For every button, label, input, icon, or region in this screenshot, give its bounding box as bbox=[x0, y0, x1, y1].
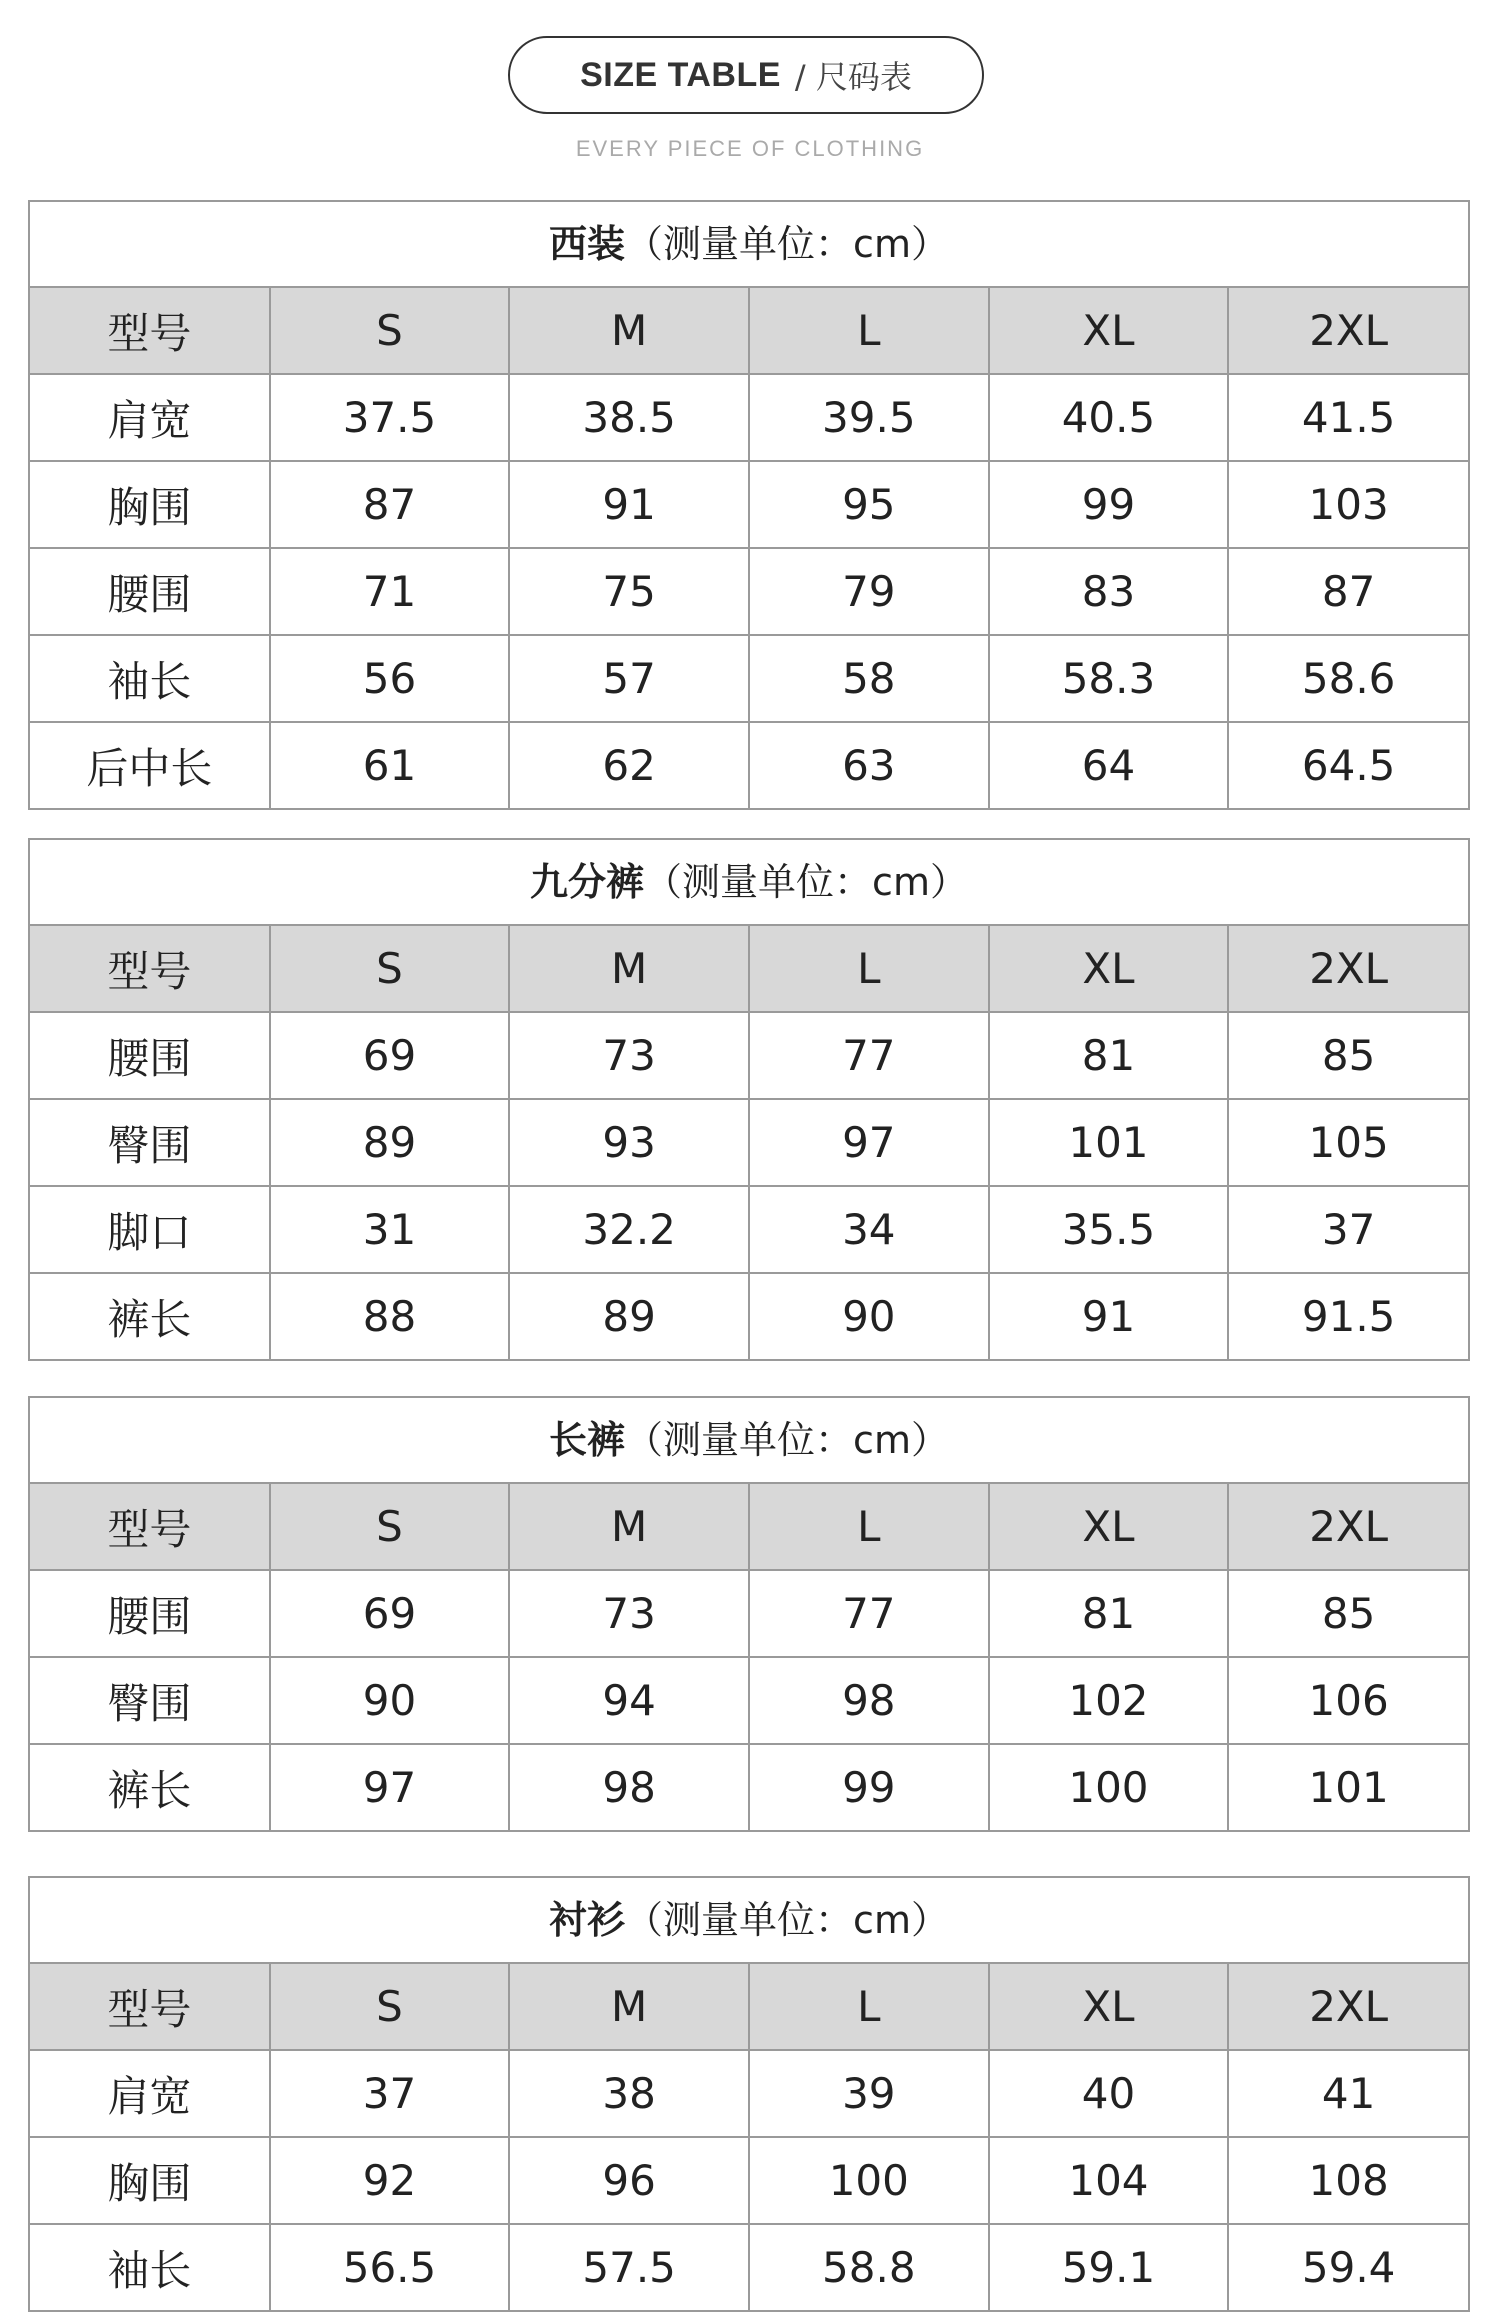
table-cell: 57.5 bbox=[509, 2224, 749, 2310]
table-cell: 94 bbox=[509, 1657, 749, 1744]
table-cell: 98 bbox=[749, 1657, 989, 1744]
table-title bbox=[30, 1398, 1468, 1484]
table-cell: 59.4 bbox=[1301, 2243, 1396, 2292]
table-cell: 61 bbox=[270, 722, 510, 808]
table-cell: 85 bbox=[1228, 1570, 1468, 1657]
row-label: 胸围 bbox=[30, 461, 270, 548]
table-cell: 32.2 bbox=[509, 1186, 749, 1273]
table-cell: 37 bbox=[1228, 1186, 1468, 1273]
row-label: 腰围 bbox=[30, 548, 270, 635]
column-header: 型号 bbox=[30, 926, 270, 1012]
table-cell: 90 bbox=[270, 1657, 510, 1744]
table-cell: 85 bbox=[1228, 1012, 1468, 1099]
table-name: 九分裤 bbox=[530, 860, 645, 904]
column-header: L bbox=[749, 288, 989, 374]
column-header: M bbox=[509, 1484, 749, 1570]
table-title bbox=[30, 202, 1468, 288]
column-header: S bbox=[270, 926, 510, 1012]
row-label: 袖长 bbox=[30, 2224, 270, 2310]
table-cell: 81 bbox=[989, 1012, 1229, 1099]
table-cell: 108 bbox=[1228, 2137, 1468, 2224]
table-name: 衬衫 bbox=[549, 1898, 626, 1942]
column-header: S bbox=[270, 1964, 510, 2050]
table-cell: 89 bbox=[509, 1273, 749, 1359]
column-header: 型号 bbox=[30, 1964, 270, 2050]
table-row bbox=[30, 1657, 1468, 1744]
table-row bbox=[30, 1273, 1468, 1359]
column-header: S bbox=[270, 288, 510, 374]
table-cell: 71 bbox=[270, 548, 510, 635]
table-cell: 56 bbox=[270, 635, 510, 722]
table-cell: 81 bbox=[989, 1570, 1229, 1657]
table-cell: 95 bbox=[749, 461, 989, 548]
size-table-2 bbox=[28, 1396, 1470, 1832]
table-cell: 83 bbox=[989, 548, 1229, 635]
row-label: 臀围 bbox=[30, 1099, 270, 1186]
column-header: 2XL bbox=[1228, 1484, 1468, 1570]
table-row bbox=[30, 722, 1468, 808]
size-grid bbox=[30, 288, 1468, 808]
size-table-0 bbox=[28, 200, 1470, 810]
table-cell: 87 bbox=[270, 461, 510, 548]
table-cell: 73 bbox=[509, 1012, 749, 1099]
table-cell: 39 bbox=[749, 2050, 989, 2137]
table-cell: 58.6 bbox=[1228, 635, 1468, 722]
column-header: 型号 bbox=[30, 1484, 270, 1570]
row-label: 胸围 bbox=[30, 2137, 270, 2224]
table-cell: 105 bbox=[1228, 1099, 1468, 1186]
table-cell: 99 bbox=[749, 1744, 989, 1830]
table-row bbox=[30, 1744, 1468, 1830]
table-cell: 64.5 bbox=[1301, 741, 1396, 790]
table-cell: 100 bbox=[989, 1744, 1229, 1830]
row-label: 腰围 bbox=[30, 1570, 270, 1657]
table-header-row bbox=[30, 926, 1468, 1012]
table-row bbox=[30, 1186, 1468, 1273]
table-cell: 100 bbox=[749, 2137, 989, 2224]
table-row bbox=[30, 1012, 1468, 1099]
table-unit: （测量单位：cm） bbox=[644, 860, 968, 904]
table-cell: 97 bbox=[270, 1744, 510, 1830]
column-header: XL bbox=[989, 288, 1229, 374]
table-cell: 34 bbox=[749, 1186, 989, 1273]
table-title bbox=[30, 1878, 1468, 1964]
table-row bbox=[30, 1099, 1468, 1186]
table-cell: 35.5 bbox=[989, 1186, 1229, 1273]
table-header-row bbox=[30, 1964, 1468, 2050]
table-cell: 38 bbox=[509, 2050, 749, 2137]
row-label: 后中长 bbox=[30, 722, 270, 808]
table-row bbox=[30, 461, 1468, 548]
table-cell: 39.5 bbox=[749, 374, 989, 461]
table-cell: 63 bbox=[749, 722, 989, 808]
table-unit: （测量单位：cm） bbox=[625, 222, 949, 266]
table-cell: 96 bbox=[509, 2137, 749, 2224]
column-header: M bbox=[509, 1964, 749, 2050]
table-cell: 97 bbox=[749, 1099, 989, 1186]
size-grid bbox=[30, 926, 1468, 1359]
table-cell: 91 bbox=[509, 461, 749, 548]
column-header: XL bbox=[989, 1484, 1229, 1570]
table-cell: 106 bbox=[1228, 1657, 1468, 1744]
table-name: 长裤 bbox=[549, 1418, 626, 1462]
table-cell: 41 bbox=[1228, 2050, 1468, 2137]
table-cell: 91 bbox=[989, 1273, 1229, 1359]
column-header: L bbox=[749, 1964, 989, 2050]
table-cell: 59.1 bbox=[989, 2224, 1229, 2310]
column-header: M bbox=[509, 288, 749, 374]
column-header: XL bbox=[989, 1964, 1229, 2050]
row-label: 袖长 bbox=[30, 635, 270, 722]
table-cell: 62 bbox=[509, 722, 749, 808]
row-label: 裤长 bbox=[30, 1744, 270, 1830]
size-table-header bbox=[508, 36, 984, 114]
table-cell: 89 bbox=[270, 1099, 510, 1186]
table-cell: 88 bbox=[270, 1273, 510, 1359]
table-cell: 77 bbox=[749, 1012, 989, 1099]
table-unit: （测量单位：cm） bbox=[625, 1898, 949, 1942]
table-cell: 77 bbox=[749, 1570, 989, 1657]
table-cell: 92 bbox=[270, 2137, 510, 2224]
table-cell: 93 bbox=[509, 1099, 749, 1186]
row-label: 裤长 bbox=[30, 1273, 270, 1359]
table-name: 西装 bbox=[549, 222, 626, 266]
row-label: 臀围 bbox=[30, 1657, 270, 1744]
column-header: M bbox=[509, 926, 749, 1012]
table-cell: 40.5 bbox=[989, 374, 1229, 461]
table-cell: 73 bbox=[509, 1570, 749, 1657]
table-cell: 31 bbox=[270, 1186, 510, 1273]
column-header: L bbox=[749, 1484, 989, 1570]
row-label: 肩宽 bbox=[30, 2050, 270, 2137]
table-cell: 87 bbox=[1228, 548, 1468, 635]
table-row bbox=[30, 1570, 1468, 1657]
table-title bbox=[30, 840, 1468, 926]
column-header: 2XL bbox=[1228, 926, 1468, 1012]
size-grid bbox=[30, 1484, 1468, 1830]
table-cell: 37.5 bbox=[270, 374, 510, 461]
header-title-en: SIZE TABLE bbox=[580, 55, 781, 94]
table-cell: 64 bbox=[989, 722, 1229, 808]
column-header: S bbox=[270, 1484, 510, 1570]
table-cell: 38.5 bbox=[509, 374, 749, 461]
size-table-3 bbox=[28, 1876, 1470, 2312]
table-cell: 56.5 bbox=[270, 2224, 510, 2310]
table-cell: 75 bbox=[509, 548, 749, 635]
size-grid bbox=[30, 1964, 1468, 2310]
table-cell: 37 bbox=[270, 2050, 510, 2137]
header-title-cn: / 尺码表 bbox=[794, 58, 912, 96]
table-row bbox=[30, 2050, 1468, 2137]
table-cell: 98 bbox=[509, 1744, 749, 1830]
table-cell: 102 bbox=[989, 1657, 1229, 1744]
table-row bbox=[30, 548, 1468, 635]
table-row bbox=[30, 2137, 1468, 2224]
column-header: 型号 bbox=[30, 288, 270, 374]
table-cell: 103 bbox=[1228, 461, 1468, 548]
table-cell: 69 bbox=[270, 1570, 510, 1657]
row-label: 肩宽 bbox=[30, 374, 270, 461]
size-table-1 bbox=[28, 838, 1470, 1361]
table-cell: 91.5 bbox=[1301, 1292, 1396, 1341]
column-header: 2XL bbox=[1228, 1964, 1468, 2050]
table-row bbox=[30, 635, 1468, 722]
row-label: 腰围 bbox=[30, 1012, 270, 1099]
table-cell: 41.5 bbox=[1228, 374, 1468, 461]
table-unit: （测量单位：cm） bbox=[625, 1418, 949, 1462]
table-cell: 101 bbox=[1308, 1763, 1389, 1812]
table-cell: 104 bbox=[989, 2137, 1229, 2224]
column-header: 2XL bbox=[1228, 288, 1468, 374]
table-row bbox=[30, 2224, 1468, 2310]
table-cell: 58 bbox=[749, 635, 989, 722]
column-header: L bbox=[749, 926, 989, 1012]
table-cell: 58.3 bbox=[989, 635, 1229, 722]
table-cell: 79 bbox=[749, 548, 989, 635]
table-cell: 58.8 bbox=[749, 2224, 989, 2310]
table-header-row bbox=[30, 288, 1468, 374]
table-row bbox=[30, 374, 1468, 461]
header-subtitle: EVERY PIECE OF CLOTHING bbox=[575, 136, 925, 161]
table-header-row bbox=[30, 1484, 1468, 1570]
row-label: 脚口 bbox=[30, 1186, 270, 1273]
table-cell: 40 bbox=[989, 2050, 1229, 2137]
column-header: XL bbox=[989, 926, 1229, 1012]
table-cell: 101 bbox=[989, 1099, 1229, 1186]
table-cell: 69 bbox=[270, 1012, 510, 1099]
table-cell: 57 bbox=[509, 635, 749, 722]
table-cell: 90 bbox=[749, 1273, 989, 1359]
table-cell: 99 bbox=[989, 461, 1229, 548]
